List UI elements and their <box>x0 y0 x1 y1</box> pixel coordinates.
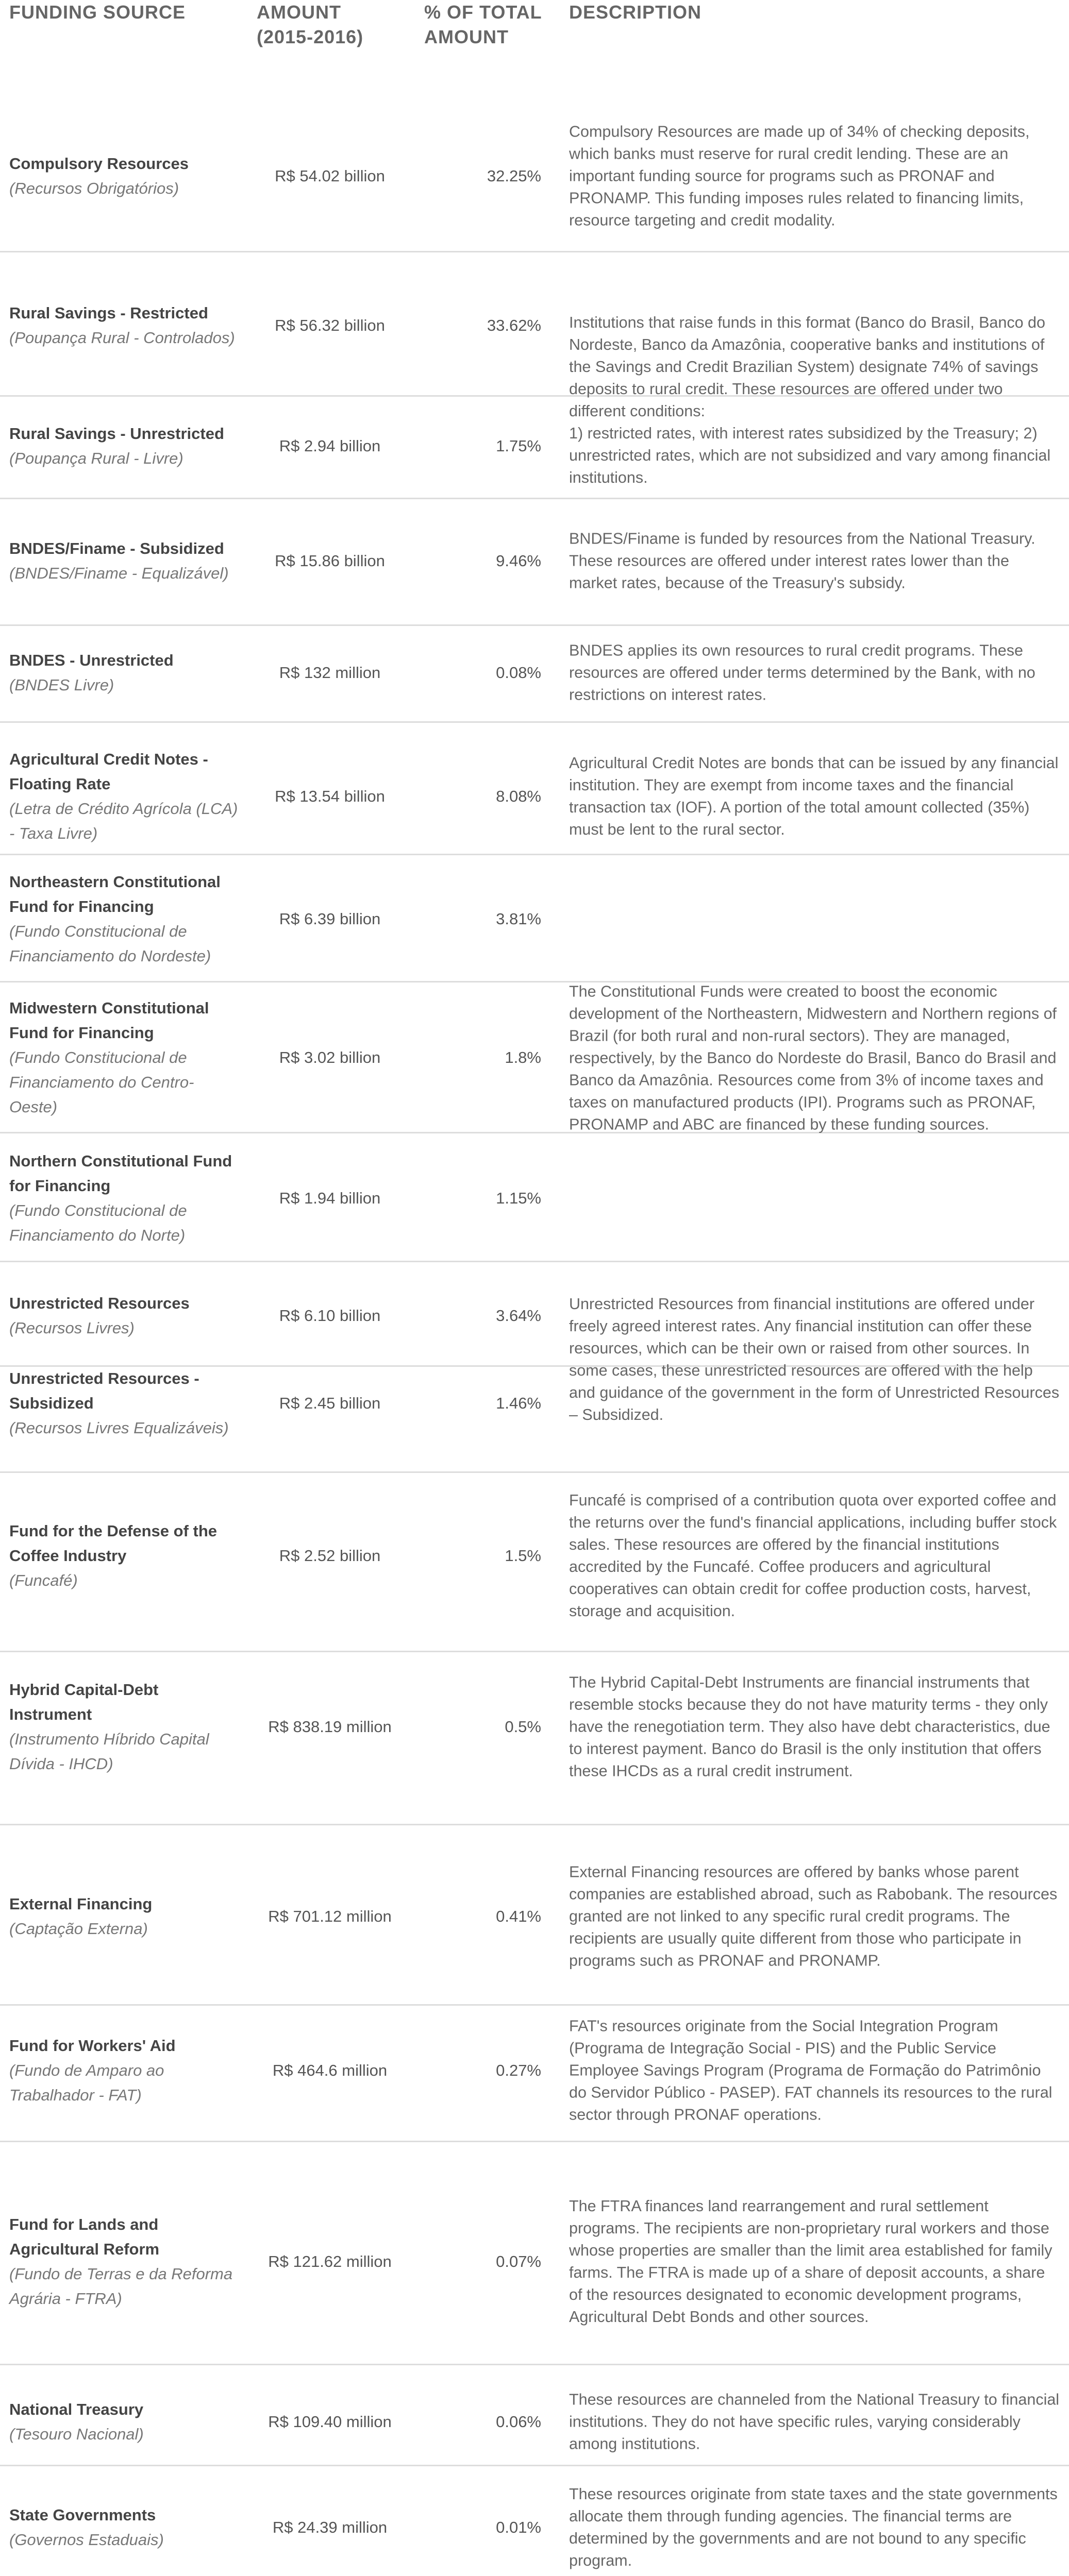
row-divider <box>0 624 1069 626</box>
description-paragraph: These resources originate from state taxes and the state governments allocate them through funding agencies. The financial terms are determined by the governments and are not bound to any specific program. <box>569 2485 1058 2569</box>
percent-cell: 3.81% <box>496 910 541 928</box>
row-divider <box>0 1261 1069 1262</box>
source-name: Fund for the Defense of the Coffee Industry <box>9 1522 217 1565</box>
source-name: Unrestricted Resources <box>9 1294 190 1312</box>
source-portuguese-name: (Tesouro Nacional) <box>9 2425 144 2443</box>
row-divider <box>0 1471 1069 1473</box>
description-cell <box>569 312 1060 489</box>
source-portuguese-name: (BNDES Livre) <box>9 676 114 694</box>
amount-cell: R$ 701.12 million <box>268 1907 392 1925</box>
source-portuguese-name: (Poupança Rural - Controlados) <box>9 329 235 347</box>
description-paragraph: The Hybrid Capital-Debt Instruments are financial instruments that resemble stocks because they do not have maturity terms - they only have the renegotiation term. They also have debt characteristics, due to interest payment. Banco do Brasil is the only institution that offers these IHCDs as a rural credit instrument. <box>569 1673 1050 1780</box>
source-portuguese-name: (Poupança Rural - Livre) <box>9 449 183 467</box>
amount-cell: R$ 132 million <box>279 664 381 682</box>
percent-cell: 0.07% <box>496 2252 541 2270</box>
source-name: Unrestricted Resources - Subsidized <box>9 1369 199 1412</box>
row-divider <box>0 2364 1069 2365</box>
amount-cell: R$ 3.02 billion <box>279 1048 381 1066</box>
description-cell <box>569 1293 1060 1426</box>
percent-cell: 1.15% <box>496 1189 541 1207</box>
amount-cell: R$ 838.19 million <box>268 1718 392 1736</box>
amount-cell: R$ 121.62 million <box>268 2252 392 2270</box>
percent-cell: 1.46% <box>496 1394 541 1412</box>
source-name: Compulsory Resources <box>9 155 189 173</box>
source-portuguese-name: (Fundo Constitucional de Financiamento do Nordeste) <box>9 922 211 965</box>
amount-cell: R$ 6.39 billion <box>279 910 381 928</box>
amount-cell: R$ 15.86 billion <box>275 552 385 570</box>
source-cell-midwestern-constitutional-fund-for-financing <box>9 996 241 1120</box>
description-paragraph: Compulsory Resources are made up of 34% of checking deposits, which banks must reserve for rural credit lending. These are an important funding source for programs such as PRONAF and PRONAMP. This funding imposes rules related to financing limits, resource targeting and credit modality. <box>569 123 1030 229</box>
source-cell-state-governments <box>9 2503 241 2552</box>
description-paragraph: FAT's resources originate from the Social Integration Program (Programa de Integração Social - PIS) and the Public Service Employee Savings Program (Programa de Formação do Patrimônio do Servidor Público - PASEP). FAT channels its resources to the rural sector through PRONAF operations. <box>569 2017 1053 2124</box>
percent-cell: 3.64% <box>496 1307 541 1325</box>
description-cell <box>569 1861 1060 1972</box>
percent-cell: 0.41% <box>496 1907 541 1925</box>
source-name: National Treasury <box>9 2400 144 2418</box>
header-funding-source: FUNDING SOURCE <box>9 2 186 23</box>
amount-cell: R$ 1.94 billion <box>279 1189 381 1207</box>
header-percent <box>424 0 542 49</box>
amount-cell: R$ 464.6 million <box>272 2061 388 2079</box>
amount-cell: R$ 54.02 billion <box>275 167 385 185</box>
row-divider <box>0 1651 1069 1652</box>
source-portuguese-name: (Funcafé) <box>9 1571 78 1589</box>
description-paragraph: Institutions that raise funds in this format (Banco do Brasil, Banco do Nordeste, Banco da Amazônia, cooperative banks and institutions of the Savings and Credit Brazilian System) designate 74% of savings deposits to rural credit. These resources are offered under two different conditions: <box>569 314 1045 420</box>
row-divider <box>0 854 1069 855</box>
percent-cell: 0.27% <box>496 2061 541 2079</box>
source-name: Northern Constitutional Fund for Financing <box>9 1152 232 1195</box>
source-name: Rural Savings - Restricted <box>9 304 208 322</box>
source-portuguese-name: (Letra de Crédito Agrícola (LCA) - Taxa Livre) <box>9 800 238 842</box>
source-portuguese-name: (Recursos Obrigatórios) <box>9 179 179 197</box>
source-name: Fund for Lands and Agricultural Reform <box>9 2215 160 2258</box>
percent-cell: 0.01% <box>496 2518 541 2536</box>
source-cell-rural-savings-restricted <box>9 301 241 350</box>
amount-cell: R$ 24.39 million <box>272 2518 388 2536</box>
amount-cell: R$ 2.52 billion <box>279 1547 381 1565</box>
description-paragraph: Unrestricted Resources from financial institutions are offered under freely agreed interest rates. Any financial institution can offer these resources, which can be their own or raised from other sources. In some cases, these unrestricted resources are offered with the help and guidance of the government in the form of Unrestricted Resources – Subsidized. <box>569 1295 1060 1423</box>
description-cell <box>569 121 1060 232</box>
amount-cell: R$ 2.45 billion <box>279 1394 381 1412</box>
percent-cell: 1.5% <box>505 1547 541 1565</box>
source-name: Northeastern Constitutional Fund for Financing <box>9 873 221 916</box>
row-divider <box>0 2465 1069 2466</box>
source-cell-external-financing <box>9 1892 241 1941</box>
description-paragraph: The FTRA finances land rearrangement and rural settlement programs. The recipients are non-proprietary rural workers and those whose properties are smaller than the limit area established for family farms. The FTRA is made up of a share of deposit accounts, a share of the resources designated to economic development programs, Agricultural Debt Bonds and other sources. <box>569 2197 1053 2326</box>
percent-cell: 0.06% <box>496 2413 541 2431</box>
percent-cell: 8.08% <box>496 787 541 805</box>
header-amount <box>257 0 363 49</box>
source-name: BNDES/Finame - Subsidized <box>9 539 224 557</box>
description-cell <box>569 640 1060 706</box>
source-portuguese-name: (Fundo de Amparo ao Trabalhador - FAT) <box>9 2061 164 2104</box>
description-paragraph: Agricultural Credit Notes are bonds that can be issued by any financial institution. They are exempt from income taxes and the financial transaction tax (IOF). A portion of the total amount collected (35%) must be lent to the rural sector. <box>569 754 1059 838</box>
description-cell <box>569 1672 1060 1783</box>
source-name: Midwestern Constitutional Fund for Financing <box>9 999 209 1042</box>
amount-cell: R$ 109.40 million <box>268 2413 392 2431</box>
amount-cell: R$ 13.54 billion <box>275 787 385 805</box>
description-cell <box>569 2483 1060 2572</box>
source-cell-rural-savings-unrestricted <box>9 421 241 471</box>
source-name: State Governments <box>9 2506 156 2524</box>
percent-cell: 1.8% <box>505 1048 541 1066</box>
source-name: Rural Savings - Unrestricted <box>9 425 224 443</box>
source-cell-bndes-finame-subsidized <box>9 536 241 586</box>
source-portuguese-name: (Fundo Constitucional de Financiamento do Centro-Oeste) <box>9 1048 194 1116</box>
header-percent-line1: % OF TOTAL <box>424 2 542 23</box>
row-divider <box>0 1824 1069 1825</box>
description-paragraph: The Constitutional Funds were created to boost the economic development of the Northeastern, Midwestern and Northern regions of Brazil (for both rural and non-rural sectors). They are managed, respectively, by the Banco do Nordeste do Brasil, Banco do Brasil and Banco da Amazônia. Resources come from 3% of income taxes and taxes on manufactured products (IPI). Programs such as PRONAF, PRONAMP and ABC are financed by these funding sources. <box>569 982 1057 1133</box>
source-name: BNDES - Unrestricted <box>9 651 174 669</box>
percent-cell: 32.25% <box>487 167 541 185</box>
source-portuguese-name: (Instrumento Híbrido Capital Dívida - IHCD) <box>9 1730 209 1773</box>
source-cell-national-treasury <box>9 2397 241 2447</box>
row-divider <box>0 498 1069 499</box>
source-portuguese-name: (Recursos Livres) <box>9 1319 135 1337</box>
description-cell <box>569 981 1060 1136</box>
description-cell <box>569 2015 1060 2126</box>
row-divider <box>0 251 1069 252</box>
header-percent-line2: AMOUNT <box>424 26 509 47</box>
source-portuguese-name: (Recursos Livres Equalizáveis) <box>9 1419 229 1437</box>
source-portuguese-name: (Fundo Constitucional de Financiamento do Norte) <box>9 1201 187 1244</box>
source-cell-unrestricted-resources-subsidized <box>9 1366 241 1440</box>
source-cell-fund-for-workers-aid <box>9 2033 241 2108</box>
percent-cell: 9.46% <box>496 552 541 570</box>
row-divider <box>0 721 1069 723</box>
source-cell-fund-for-lands-and-agricultural-reform <box>9 2212 241 2311</box>
percent-cell: 0.5% <box>505 1718 541 1736</box>
source-cell-fund-for-the-defense-of-the-coffee-industry <box>9 1519 241 1593</box>
source-portuguese-name: (BNDES/Finame - Equalizável) <box>9 564 229 582</box>
source-portuguese-name: (Captação Externa) <box>9 1920 148 1938</box>
description-cell <box>569 2389 1060 2455</box>
source-portuguese-name: (Fundo de Terras e da Reforma Agrária - FTRA) <box>9 2265 233 2308</box>
description-cell <box>569 1489 1060 1622</box>
header-amount-line2: (2015-2016) <box>257 26 364 47</box>
source-cell-northeastern-constitutional-fund-for-financing <box>9 870 241 969</box>
source-cell-bndes-unrestricted <box>9 648 241 698</box>
description-paragraph: BNDES applies its own resources to rural credit programs. These resources are offered under terms determined by the Bank, with no restrictions on interest rates. <box>569 641 1035 704</box>
source-cell-hybrid-capital-debt-instrument <box>9 1677 241 1776</box>
amount-cell: R$ 56.32 billion <box>275 316 385 334</box>
description-paragraph: Funcafé is comprised of a contribution quota over exported coffee and the returns over the fund's financial applications, including buffer stock sales. These resources are offered by the financial institutions accredited by the Funcafé. Coffee producers and agricultural cooperatives can obtain credit for coffee production costs, harvest, storage and acquisition. <box>569 1492 1057 1620</box>
amount-cell: R$ 2.94 billion <box>279 437 381 455</box>
row-divider <box>0 2141 1069 2142</box>
source-portuguese-name: (Governos Estaduais) <box>9 2531 164 2549</box>
source-name: Agricultural Credit Notes - Floating Rate <box>9 750 208 793</box>
percent-cell: 33.62% <box>487 316 541 334</box>
row-divider <box>0 2004 1069 2006</box>
description-cell <box>569 752 1060 841</box>
description-paragraph: BNDES/Finame is funded by resources from the National Treasury. These resources are offered under interest rates lower than the market rates, because of the Treasury's subsidy. <box>569 530 1035 592</box>
source-name: Hybrid Capital-Debt Instrument <box>9 1681 159 1723</box>
percent-cell: 0.08% <box>496 664 541 682</box>
percent-cell: 1.75% <box>496 437 541 455</box>
description-paragraph: 1) restricted rates, with interest rates subsidized by the Treasury; 2) unrestricted rates, which are not subsidized and vary among financial institutions. <box>569 425 1051 486</box>
source-cell-agricultural-credit-notes-floating-rate <box>9 747 241 846</box>
source-cell-unrestricted-resources <box>9 1291 241 1341</box>
source-name: Fund for Workers' Aid <box>9 2037 176 2055</box>
header-description: DESCRIPTION <box>569 2 702 23</box>
source-cell-northern-constitutional-fund-for-financing <box>9 1149 241 1248</box>
description-cell <box>569 2195 1060 2328</box>
header-amount-line1: AMOUNT <box>257 2 341 23</box>
amount-cell: R$ 6.10 billion <box>279 1307 381 1325</box>
source-cell-compulsory-resources <box>9 151 241 201</box>
description-cell <box>569 528 1060 595</box>
source-name: External Financing <box>9 1895 153 1913</box>
description-paragraph: External Financing resources are offered by banks whose parent companies are established abroad, such as Rabobank. The resources granted are not linked to any specific rural credit programs. The recipients are usually quite different from those who participate in programs such as PRONAF and PRONAMP. <box>569 1863 1058 1970</box>
description-paragraph: These resources are channeled from the National Treasury to financial institutions. They do not have specific rules, varying considerably among institutions. <box>569 2391 1060 2453</box>
